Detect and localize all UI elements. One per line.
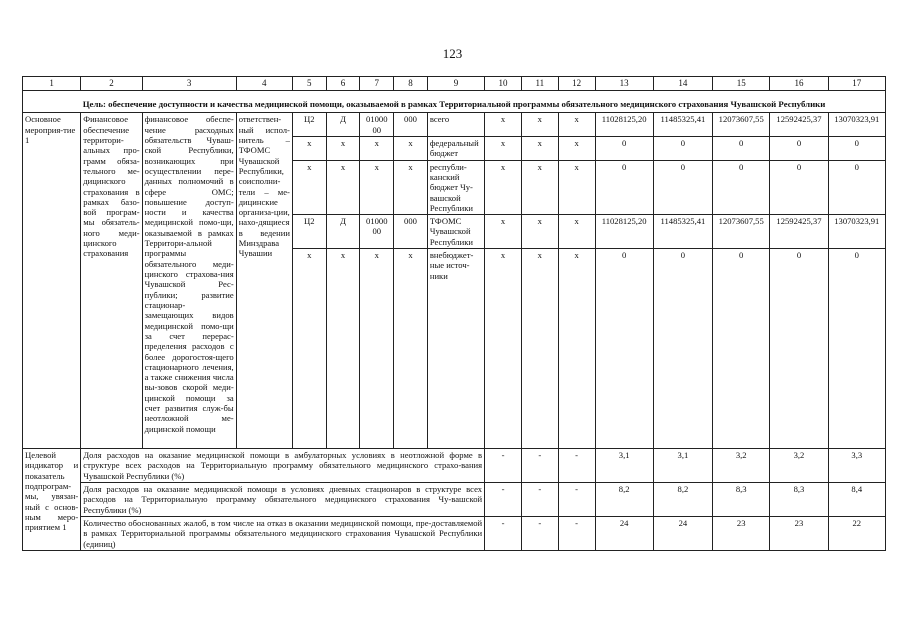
code-cell: Ц2 xyxy=(292,113,326,137)
program-table xyxy=(22,76,886,551)
code-cell: х xyxy=(521,160,558,215)
code-cell: х xyxy=(394,160,428,215)
code-cell: 01000 00 xyxy=(360,215,394,249)
header-cell: 7 xyxy=(360,77,394,91)
header-row xyxy=(23,77,886,91)
page-number: 123 xyxy=(442,46,463,61)
indicator-value: 3,2 xyxy=(770,449,828,483)
header-cell: 17 xyxy=(828,77,885,91)
header-cell: 12 xyxy=(558,77,595,91)
header-cell: 6 xyxy=(326,77,360,91)
indicator-value: 8,2 xyxy=(653,483,712,517)
code-cell: Д xyxy=(326,113,360,137)
header-cell: 10 xyxy=(485,77,522,91)
indicator-cell: - xyxy=(558,516,595,550)
code-cell: х xyxy=(326,160,360,215)
header-cell: 8 xyxy=(394,77,428,91)
code-cell: х xyxy=(521,215,558,249)
amount-cell: 11485325,41 xyxy=(653,215,712,249)
amount-cell: 0 xyxy=(595,136,653,160)
code-cell: х xyxy=(360,160,394,215)
header-cell: 9 xyxy=(427,77,484,91)
header-cell: 3 xyxy=(142,77,236,91)
indicator-value: 3,1 xyxy=(595,449,653,483)
amount-cell: 0 xyxy=(653,136,712,160)
amount-cell: 0 xyxy=(828,136,885,160)
code-cell: х xyxy=(558,160,595,215)
amount-cell: 0 xyxy=(595,160,653,215)
indicator-cell: - xyxy=(485,483,522,517)
header-cell: 15 xyxy=(713,77,770,91)
amount-cell: 0 xyxy=(828,160,885,215)
event-name: Финансовое обеспечение территори-альных про-грамм обяза-тельного ме-дицинского страхования в рамках базо-вой програм-мы обязатель-ного меди-цинского страхования xyxy=(81,113,142,449)
code-cell: х xyxy=(558,215,595,249)
code-cell: х xyxy=(521,113,558,137)
code-cell: х xyxy=(394,136,428,160)
code-cell: Ц2 xyxy=(292,215,326,249)
indicator-row xyxy=(23,449,886,483)
amount-cell: 12592425,37 xyxy=(770,215,828,249)
indicator-value: 8,3 xyxy=(770,483,828,517)
header-cell: 4 xyxy=(236,77,292,91)
code-cell: х xyxy=(360,136,394,160)
header-cell: 5 xyxy=(292,77,326,91)
code-cell: х xyxy=(485,113,522,137)
indicator-value: 24 xyxy=(653,516,712,550)
code-cell: х xyxy=(292,136,326,160)
indicator-cell: - xyxy=(558,483,595,517)
code-cell: х xyxy=(558,249,595,449)
code-cell: х xyxy=(485,249,522,449)
code-cell: х xyxy=(485,215,522,249)
indicator-cell: - xyxy=(485,449,522,483)
amount-cell: 12073607,55 xyxy=(713,113,770,137)
funding-source: ТФОМС Чувашской Республики xyxy=(427,215,484,249)
header-cell: 11 xyxy=(521,77,558,91)
amount-cell: 11028125,20 xyxy=(595,215,653,249)
indicator-cell: - xyxy=(521,449,558,483)
amount-cell: 13070323,91 xyxy=(828,215,885,249)
code-cell: х xyxy=(521,249,558,449)
amount-cell: 13070323,91 xyxy=(828,113,885,137)
header-cell: 2 xyxy=(81,77,142,91)
code-cell: х xyxy=(485,136,522,160)
amount-cell: 0 xyxy=(713,249,770,449)
amount-cell: 0 xyxy=(713,136,770,160)
amount-cell: 0 xyxy=(713,160,770,215)
header-cell: 1 xyxy=(23,77,81,91)
indicator-value: 3,3 xyxy=(828,449,885,483)
code-cell: 01000 00 xyxy=(360,113,394,137)
indicator-cell: - xyxy=(558,449,595,483)
indicator-name: Доля расходов на оказание медицинской помощи в условиях дневных стационаров в структуре всех расходов на Территориальную программу обязательного медицинского страхования Чу-вашской Республики (%) xyxy=(81,483,485,517)
event-responsible: ответствен-ный испол-нитель – ТФОМС Чувашской Республики, соисполни-тели – ме-дицинские организа-ции, нахо-дящиеся в ведении Минздрава Чувашии xyxy=(236,113,292,449)
funding-source: республи-канский бюджет Чу-вашской Республики xyxy=(427,160,484,215)
code-cell: х xyxy=(521,136,558,160)
amount-cell: 0 xyxy=(828,249,885,449)
code-cell: х xyxy=(292,160,326,215)
amount-cell: 0 xyxy=(770,249,828,449)
indicator-value: 23 xyxy=(713,516,770,550)
amount-cell: 11485325,41 xyxy=(653,113,712,137)
indicator-value: 8,2 xyxy=(595,483,653,517)
table-row xyxy=(23,113,886,137)
goal-row xyxy=(23,90,886,113)
indicator-row xyxy=(23,483,886,517)
amount-cell: 12592425,37 xyxy=(770,113,828,137)
amount-cell: 0 xyxy=(595,249,653,449)
indicator-name: Доля расходов на оказание медицинской помощи в амбулаторных условиях в неотложной форме в структуре всех расходов на Территориальную программу обязательного медицинского страхо-вания Чувашской Республики (%) xyxy=(81,449,485,483)
code-cell: х xyxy=(558,136,595,160)
funding-source: внебюджет-ные источ-ники xyxy=(427,249,484,449)
indicator-value: 3,1 xyxy=(653,449,712,483)
amount-cell: 0 xyxy=(653,160,712,215)
indicator-value: 8,3 xyxy=(713,483,770,517)
amount-cell: 0 xyxy=(653,249,712,449)
code-cell: х xyxy=(394,249,428,449)
code-cell: Д xyxy=(326,215,360,249)
indicator-value: 3,2 xyxy=(713,449,770,483)
amount-cell: 0 xyxy=(770,136,828,160)
code-cell: х xyxy=(326,136,360,160)
code-cell: х xyxy=(326,249,360,449)
funding-source: федеральный бюджет xyxy=(427,136,484,160)
indicator-value: 8,4 xyxy=(828,483,885,517)
code-cell: х xyxy=(360,249,394,449)
code-cell: 000 xyxy=(394,113,428,137)
code-cell: х xyxy=(292,249,326,449)
amount-cell: 0 xyxy=(770,160,828,215)
indicator-label: Целевой индикатор и показатель подпрограм-мы, увязан-ный с основ-ным меро-приятием 1 xyxy=(23,449,81,551)
indicator-value: 24 xyxy=(595,516,653,550)
code-cell: х xyxy=(558,113,595,137)
indicator-name: Количество обоснованных жалоб, в том числе на отказ в оказании медицинской помощи, пре-доставляемой в рамках Территориальной программы обязательного медицинского страхования Чувашской Республики (единиц) xyxy=(81,516,485,550)
header-cell: 16 xyxy=(770,77,828,91)
header-cell: 14 xyxy=(653,77,712,91)
amount-cell: 11028125,20 xyxy=(595,113,653,137)
goal-text: Цель: обеспечение доступности и качества медицинской помощи, оказываемой в рамках Территориальной программы обязательного медицинского страхования Чувашской Республики xyxy=(23,90,886,113)
funding-source: всего xyxy=(427,113,484,137)
indicator-cell: - xyxy=(521,516,558,550)
indicator-value: 23 xyxy=(770,516,828,550)
indicator-value: 22 xyxy=(828,516,885,550)
indicator-cell: - xyxy=(521,483,558,517)
code-cell: х xyxy=(485,160,522,215)
code-cell: 000 xyxy=(394,215,428,249)
indicator-cell: - xyxy=(485,516,522,550)
event-description: финансовое обеспе-чение расходных обязательств Чуваш-ской Республики, возникающих при осуществлении пере-данных полномочий в сфере ОМС; повышение доступ-ности и качества медицинской помо-щи, оказываемой в рамках Территори-альной программы обязательного меди-цинского страхова-ния Чувашской Рес-публики; развитие стационар-замещающих видов медицинской помо-щи за счет перерас-пределения расходов с более дорогостоя-щего стационарного лечения, а также снижения числа вы-зовов скорой меди-цинской помощи за счет развития служ-бы неотложной ме-дицинской помощи xyxy=(142,113,236,449)
event-type: Основное мероприя-тие 1 xyxy=(23,113,81,449)
indicator-row xyxy=(23,516,886,550)
header-cell: 13 xyxy=(595,77,653,91)
amount-cell: 12073607,55 xyxy=(713,215,770,249)
